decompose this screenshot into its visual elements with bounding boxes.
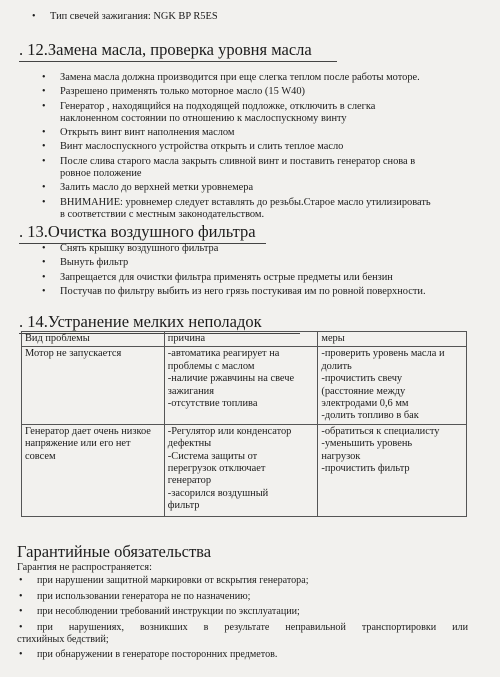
table-header-cell: причина bbox=[164, 332, 318, 347]
cell-line: -Регулятор или конденсатор bbox=[167, 425, 292, 437]
cell-line: проблемы с маслом bbox=[167, 360, 255, 372]
table-cell-problem bbox=[22, 347, 165, 424]
list-item bbox=[60, 197, 480, 222]
list-item-line: • После слива старого масла закрыть сливной винт и поставить генератор снова в bbox=[60, 155, 416, 167]
table-header-row bbox=[22, 332, 467, 347]
list-item: • Постучав по фильтру выбить из него грязь постукивая им по ровной поверхности. bbox=[60, 286, 480, 298]
cell-line: Мотор не запускается bbox=[25, 348, 122, 360]
cell-line: -Система защиты от bbox=[167, 450, 258, 462]
cell-line: совсем bbox=[25, 450, 56, 462]
cell-line: напряжение или его нет bbox=[25, 438, 131, 450]
table-cell-measures bbox=[318, 347, 467, 424]
cell-line: -прочистить свечу bbox=[321, 373, 403, 385]
list-item-line: в соответствии с местным законодательством. bbox=[60, 208, 265, 220]
list-item-line: ровное положение bbox=[60, 168, 142, 180]
cell-line: дефектны bbox=[167, 438, 212, 450]
cell-line: перегрузок отключает bbox=[167, 463, 266, 475]
list-item-line: • при несоблюдении требований инструкции по эксплуатации; bbox=[37, 606, 300, 617]
table-cell-cause bbox=[164, 347, 318, 424]
table-cell-measures bbox=[318, 424, 467, 516]
list-item-line: • при нарушениях, возникших в результате неправильной транспортировки или bbox=[37, 621, 468, 633]
list-item bbox=[60, 141, 480, 153]
warranty-heading: Гарантийные обязательства bbox=[17, 542, 212, 561]
list-item-line: • Замена масла должна производится при еще слегка теплом после работы моторе. bbox=[60, 72, 420, 83]
list-item-line: • Генератор , находящийся на подходящей подложке, отключить в слегка bbox=[60, 100, 376, 112]
section-14-heading: . 14.Устранение мелких неполадок bbox=[19, 312, 300, 334]
list-item-line: • Открыть винт винт наполнения маслом bbox=[60, 127, 235, 139]
list-item: • Запрещается для очистки фильтра применять острые предметы или бензин bbox=[60, 272, 480, 284]
troubleshooting-table bbox=[21, 331, 467, 517]
list-item bbox=[60, 86, 480, 98]
list-item-line: • при нарушении защитной маркировки от вскрытия генератора; bbox=[37, 575, 309, 586]
cell-line: -автоматика реагирует на bbox=[167, 348, 280, 360]
table-cell-cause bbox=[164, 424, 318, 516]
list-item: • Снять крышку воздушного фильтра bbox=[60, 243, 480, 255]
list-item bbox=[37, 591, 468, 603]
list-item bbox=[60, 182, 480, 194]
section-13-heading: . 13.Очистка воздушного фильтра bbox=[19, 222, 266, 244]
cell-line: -уменьшить уровень bbox=[321, 438, 413, 450]
section-12-heading: . 12.Замена масла, проверка уровня масла bbox=[19, 40, 337, 62]
air-filter-list bbox=[60, 243, 480, 300]
list-item-line: • ВНИМАНИЕ: уровнемер следует вставлять до резьбы.Старое масло утилизировать bbox=[60, 196, 431, 208]
list-item bbox=[37, 575, 468, 587]
table-cell-problem bbox=[22, 424, 165, 516]
list-item bbox=[60, 101, 480, 126]
cell-line: -засорился воздушный bbox=[167, 487, 269, 499]
cell-line: фильтр bbox=[167, 500, 200, 512]
cell-line: Генератор дает очень низкое bbox=[25, 425, 151, 437]
list-item bbox=[37, 606, 468, 618]
list-item bbox=[37, 649, 468, 661]
list-item-line: • при обнаружении в генераторе посторонних предметов. bbox=[37, 649, 278, 661]
spark-plug-list bbox=[50, 10, 480, 23]
cell-line: генератор bbox=[167, 475, 212, 487]
cell-line: -наличие ржавчины на свече bbox=[167, 373, 295, 385]
list-item-line: • Разрешено применять только моторное масло (15 W40) bbox=[60, 86, 306, 98]
list-item-line: • Залить масло до верхней метки уровнемера bbox=[60, 182, 254, 194]
cell-line: (расстояние между bbox=[321, 385, 406, 397]
oil-change-list bbox=[60, 72, 480, 223]
list-item bbox=[60, 72, 480, 84]
table-row bbox=[22, 424, 467, 516]
warranty-list bbox=[17, 575, 468, 665]
table-header-cell: меры bbox=[318, 332, 467, 347]
cell-line: нагрузок bbox=[321, 450, 361, 462]
table-header-cell: Вид проблемы bbox=[22, 332, 165, 347]
cell-line: зажигания bbox=[167, 385, 215, 397]
list-item bbox=[17, 621, 468, 646]
cell-line: -долить топливо в бак bbox=[321, 410, 419, 422]
cell-line: -отсутствие топлива bbox=[167, 398, 258, 410]
warranty-subtitle: Гарантия не распространяется: bbox=[17, 562, 152, 573]
cell-line: -обратиться к специалисту bbox=[321, 425, 440, 437]
list-item bbox=[60, 127, 480, 139]
cell-line: -проверить уровень масла и bbox=[321, 348, 445, 360]
list-item-line: стихийных бедствий; bbox=[17, 633, 109, 645]
list-item: • Тип свечей зажигания: NGK BP R5ES bbox=[50, 10, 480, 23]
cell-line: -прочистить фильтр bbox=[321, 463, 410, 475]
list-item-line: • при использовании генератора не по назначению; bbox=[37, 590, 251, 602]
table-row bbox=[22, 347, 467, 424]
list-item bbox=[60, 156, 480, 181]
cell-line: электродами 0,6 мм bbox=[321, 398, 409, 410]
list-item: • Вынуть фильтр bbox=[60, 257, 480, 269]
list-item-line: • Винт маслоспускного устройства открыть и слить теплое масло bbox=[60, 141, 344, 153]
cell-line: долить bbox=[321, 360, 352, 372]
list-item-line: наклоненном состоянии по отношению к маслоспускному винту bbox=[60, 112, 347, 124]
